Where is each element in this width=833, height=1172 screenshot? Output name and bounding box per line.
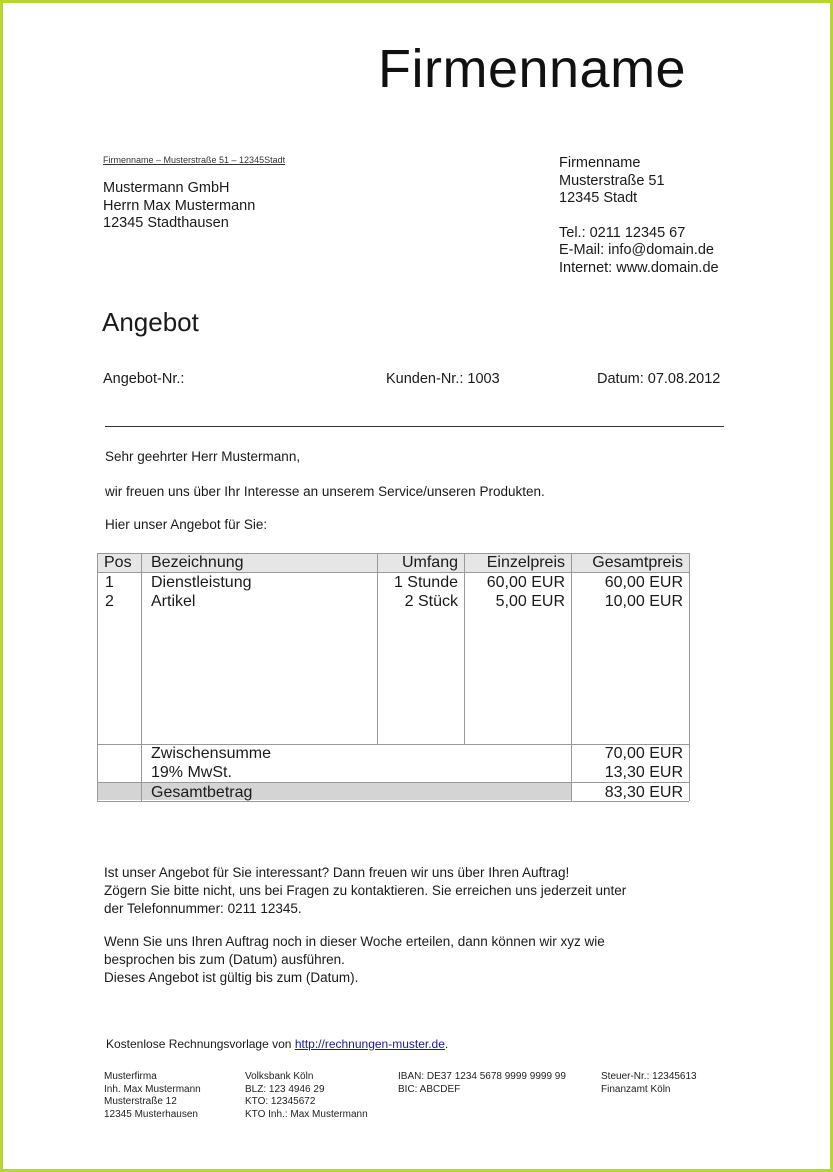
recipient-person: Herrn Max Mustermann: [103, 197, 256, 214]
subtotal-label: Zwischensumme: [151, 745, 272, 762]
recipient-company: Mustermann GmbH: [103, 180, 230, 196]
closing-paragraph-1: [104, 864, 626, 918]
footer-line: Volksbank Köln: [245, 1071, 314, 1082]
template-note: [106, 1037, 448, 1051]
customer-number: Kunden-Nr.: 1003: [386, 371, 500, 387]
footer-line: Steuer-Nr.: 12345613: [601, 1071, 697, 1082]
closing-paragraph-2: [104, 933, 605, 987]
salutation: Sehr geehrter Herr Mustermann,: [105, 449, 301, 464]
footer-line: IBAN: DE37 1234 5678 9999 9999 99: [398, 1071, 566, 1082]
closing-line: Ist unser Angebot für Sie interessant? Dann freuen wir uns über Ihren Auftrag!: [104, 865, 570, 880]
subtotal-value: 70,00 EUR: [604, 745, 683, 762]
row2-quantity: 2 Stück: [404, 593, 458, 610]
row2-total-price: 10,00 EUR: [604, 593, 683, 610]
closing-line: besprochen bis zum (Datum) ausführen.: [104, 952, 345, 967]
row2-unit-price: 5,00 EUR: [495, 593, 565, 610]
closing-line: Dieses Angebot ist gültig bis zum (Datum).: [104, 970, 359, 985]
row1-description: Dienstleistung: [151, 574, 252, 591]
col-header-description: Bezeichnung: [151, 554, 244, 571]
offer-intro: Hier unser Angebot für Sie:: [105, 517, 268, 532]
footer-line: Musterstraße 12: [104, 1096, 177, 1107]
total-label: Gesamtbetrag: [151, 784, 253, 801]
template-note-dot: .: [444, 1037, 449, 1051]
total-value: 83,30 EUR: [604, 784, 683, 801]
col-header-quantity: Umfang: [401, 554, 458, 571]
closing-line: Wenn Sie uns Ihren Auftrag noch in dieser Woche erteilen, dann können wir xyz wie: [104, 934, 605, 949]
closing-line: Zögern Sie bitte nicht, uns bei Fragen zu kontaktieren. Sie erreichen uns jederzeit unter: [104, 883, 627, 898]
closing-line: der Telefonnummer: 0211 12345.: [104, 901, 302, 916]
sender-return-line: Firmenname – Musterstraße 51 – 12345Stadt: [103, 155, 286, 165]
template-link[interactable]: http://rechnungen-muster.de: [294, 1037, 445, 1051]
row1-pos: 1: [105, 574, 114, 591]
document-title: Angebot: [102, 307, 199, 337]
sender-city: 12345 Stadt: [559, 190, 638, 206]
tax-label: 19% MwSt.: [151, 764, 232, 781]
footer-line: Finanzamt Köln: [601, 1083, 671, 1095]
footer-iban: [398, 1071, 566, 1096]
company-title: Firmenname: [378, 39, 687, 99]
footer-line: BIC: ABCDEF: [398, 1083, 461, 1095]
row2-pos: 2: [105, 593, 114, 610]
footer-line: KTO Inh.: Max Mustermann: [245, 1108, 368, 1120]
sender-street: Musterstraße 51: [559, 172, 665, 189]
row2-description: Artikel: [151, 593, 196, 610]
sender-tel: Tel.: 0211 12345 67: [559, 224, 686, 241]
footer-tax: [601, 1071, 697, 1096]
footer-line: 12345 Musterhausen: [104, 1108, 198, 1120]
offer-number: Angebot-Nr.:: [103, 371, 185, 387]
row1-quantity: 1 Stunde: [393, 574, 458, 591]
recipient-address: [103, 180, 255, 233]
col-header-unit-price: Einzelpreis: [486, 554, 565, 571]
col-header-pos: Pos: [104, 554, 132, 571]
sender-name: Firmenname: [559, 155, 641, 171]
row1-unit-price: 60,00 EUR: [486, 574, 565, 591]
footer-line: KTO: 12345672: [245, 1096, 316, 1107]
footer-line: BLZ: 123 4946 29: [245, 1083, 325, 1095]
intro-text: wir freuen uns über Ihr Interesse an unserem Service/unseren Produkten.: [105, 484, 545, 499]
tax-value: 13,30 EUR: [604, 764, 683, 781]
col-header-total-price: Gesamtpreis: [592, 554, 683, 571]
footer-line: Inh. Max Mustermann: [104, 1083, 201, 1095]
row1-total-price: 60,00 EUR: [604, 574, 683, 591]
recipient-city: 12345 Stadthausen: [103, 215, 229, 231]
sender-email: E-Mail: info@domain.de: [559, 242, 714, 258]
footer-bank: [245, 1071, 368, 1121]
offer-date: Datum: 07.08.2012: [597, 371, 721, 387]
template-note-text: Kostenlose Rechnungsvorlage von: [106, 1037, 292, 1051]
footer-company: [104, 1071, 201, 1121]
footer-line: Musterfirma: [104, 1071, 157, 1082]
sender-address: [559, 155, 719, 277]
divider: [105, 426, 724, 427]
sender-internet: Internet: www.domain.de: [559, 259, 719, 276]
